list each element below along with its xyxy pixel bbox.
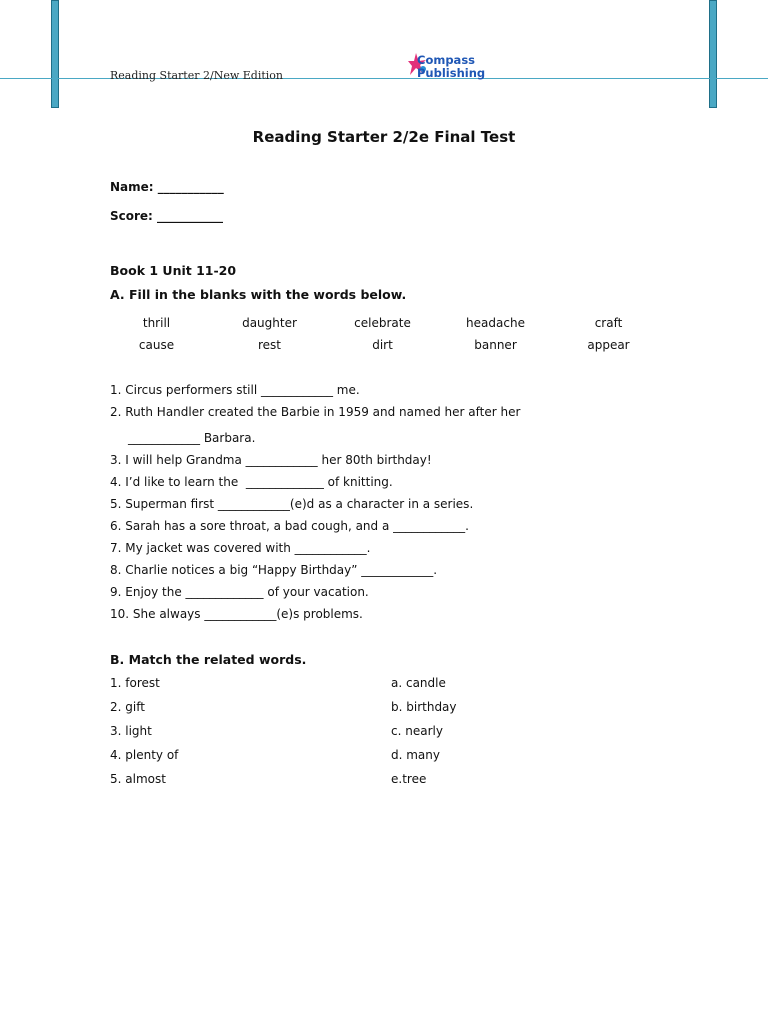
- page-title: Reading Starter 2/2e Final Test: [252, 128, 516, 146]
- score-field: Score: ___________: [110, 209, 224, 223]
- question-4: 4. I’d like to learn the _____________ of knitting.: [110, 475, 393, 489]
- section-b-instruction: B. Match the related words.: [110, 652, 307, 667]
- word-bank-item: cause: [138, 338, 175, 352]
- word-bank-item: daughter: [242, 316, 297, 330]
- word-bank-item: craft: [594, 316, 623, 330]
- right-margin-bar: [709, 0, 717, 108]
- question-9: 9. Enjoy the _____________ of your vacation.: [110, 585, 369, 599]
- word-bank-item: dirt: [372, 338, 393, 352]
- word-bank-item: celebrate: [354, 316, 411, 330]
- match-right-item: a. candle: [391, 676, 446, 690]
- match-right-item: d. many: [391, 748, 440, 762]
- section-a-instruction: A. Fill in the blanks with the words below.: [110, 287, 407, 302]
- word-bank-item: banner: [474, 338, 517, 352]
- question-6: 6. Sarah has a sore throat, a bad cough, and a ____________.: [110, 519, 469, 533]
- match-left-item: 4. plenty of: [110, 748, 179, 762]
- question-1: 1. Circus performers still ____________ me.: [110, 383, 360, 397]
- word-bank-item: rest: [257, 338, 281, 352]
- word-bank-row: [100, 316, 665, 334]
- question-5: 5. Superman first ____________(e)d as a character in a series.: [110, 497, 474, 511]
- match-left-item: 3. light: [110, 724, 152, 738]
- match-left-item: 1. forest: [110, 676, 160, 690]
- publisher-name-line1: Compass: [417, 53, 476, 67]
- name-field: Name: ___________: [110, 180, 224, 194]
- match-left-item: 2. gift: [110, 700, 145, 714]
- book-unit-heading: Book 1 Unit 11-20: [110, 263, 237, 278]
- question-3: 3. I will help Grandma ____________ her 80th birthday!: [110, 453, 432, 467]
- edition-header: Reading Starter 2/New Edition: [110, 69, 283, 82]
- publisher-name-line2: Publishing: [417, 66, 486, 80]
- question-2: 2. Ruth Handler created the Barbie in 1959 and named her after her: [110, 405, 521, 419]
- match-right-item: c. nearly: [391, 724, 443, 738]
- match-right-item: b. birthday: [391, 700, 457, 714]
- word-bank-item: headache: [466, 316, 525, 330]
- match-left-item: 5. almost: [110, 772, 166, 786]
- left-margin-bar: [51, 0, 59, 108]
- word-bank-row: [100, 338, 665, 356]
- question-7: 7. My jacket was covered with ____________.: [110, 541, 371, 555]
- question-2-continued: ____________ Barbara.: [128, 431, 256, 445]
- question-10: 10. She always ____________(e)s problems.: [110, 607, 363, 621]
- question-8: 8. Charlie notices a big “Happy Birthday” ____________.: [110, 563, 438, 577]
- word-bank-item: thrill: [142, 316, 171, 330]
- publisher-logo-text: [417, 54, 485, 80]
- word-bank-item: appear: [587, 338, 630, 352]
- match-right-item: e.tree: [391, 772, 427, 786]
